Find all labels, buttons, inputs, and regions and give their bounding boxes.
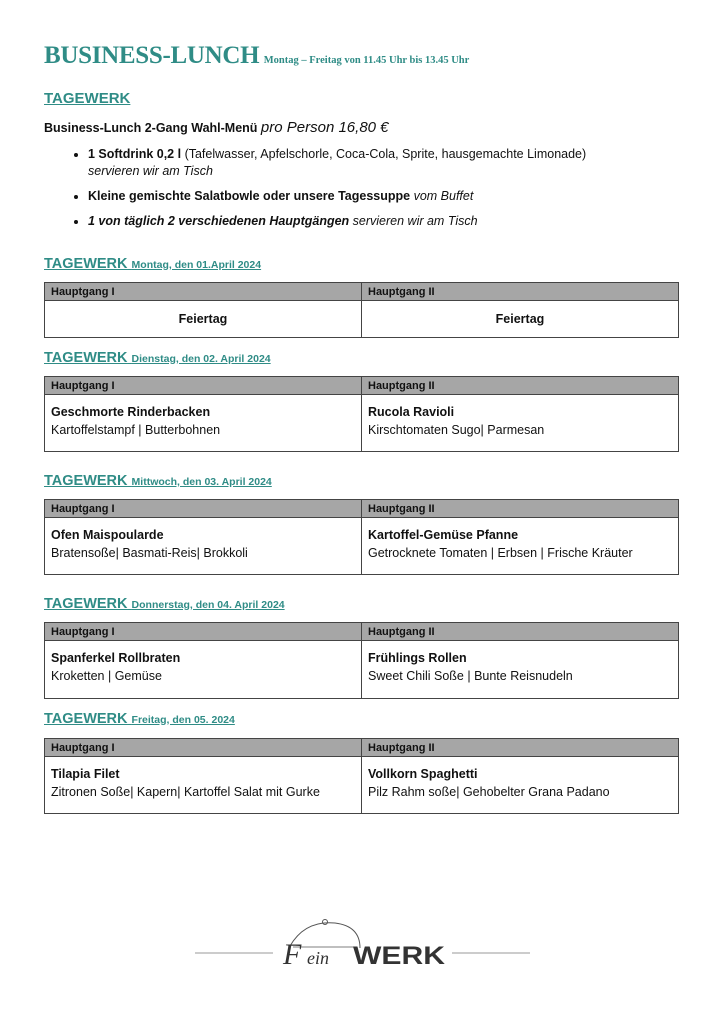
dish-cell (362, 641, 679, 699)
bullet-item (88, 146, 688, 180)
col-header: Hauptgang II (362, 623, 679, 641)
bullet-italic: servieren wir am Tisch (88, 164, 213, 178)
dish-sides: Bratensoße| Basmati-Reis| Brokkoli (51, 546, 248, 560)
dish-sides: Getrocknete Tomaten | Erbsen | Frische Kräuter (368, 546, 633, 560)
bullet-bold: 1 Softdrink 0,2 l (88, 147, 182, 161)
menu-table (44, 499, 679, 575)
opening-hours: Montag – Freitag von 11.45 Uhr bis 13.45 Uhr (263, 55, 470, 66)
col-header: Hauptgang I (45, 500, 362, 518)
col-header: Hauptgang II (362, 739, 679, 757)
col-header: Hauptgang I (45, 739, 362, 757)
title-text: BUSINESS-LUNCH (44, 42, 260, 69)
dish-cell (362, 518, 679, 575)
day-date: Dienstag, den 02. April 2024 (131, 353, 271, 365)
table-header-row (45, 500, 679, 518)
table-header-row (45, 623, 679, 641)
table-row (45, 301, 679, 338)
bullet-italic: vom Buffet (410, 189, 474, 203)
bullet-item (88, 213, 688, 230)
bullet-italic: servieren wir am Tisch (349, 214, 478, 228)
dish-cell (45, 641, 362, 699)
bullet-bold: 1 von täglich 2 verschiedenen Hauptgängen (88, 214, 350, 228)
dish-name: Rucola Ravioli (368, 405, 455, 419)
svg-text:ein: ein (307, 948, 329, 968)
day-heading (44, 711, 235, 727)
day-date: Montag, den 01.April 2024 (131, 259, 262, 271)
bullet-text: (Tafelwasser, Apfelschorle, Coca-Cola, Sprite, hausgemachte Limonade) (181, 147, 587, 161)
col-header: Hauptgang II (362, 377, 679, 395)
table-row (45, 757, 679, 814)
svg-text:F: F (283, 938, 302, 968)
dish-cell (45, 301, 362, 338)
col-header: Hauptgang I (45, 377, 362, 395)
table-header-row (45, 283, 679, 301)
table-row (45, 395, 679, 452)
dish-cell (362, 757, 679, 814)
dish-sides: Pilz Rahm soße| Gehobelter Grana Padano (368, 785, 610, 799)
col-header: Hauptgang I (45, 283, 362, 301)
table-header-row (45, 377, 679, 395)
dish-cell (45, 518, 362, 575)
bullet-bold: Kleine gemischte Salatbowle oder unsere Tagessuppe (88, 189, 411, 203)
dish-name: Vollkorn Spaghetti (368, 767, 478, 781)
dish-sides: Kartoffelstampf | Butterbohnen (51, 423, 221, 437)
day-label: TAGEWERK (44, 711, 128, 727)
dish-name: Kartoffel-Gemüse Pfanne (368, 528, 519, 542)
dish-name: Feiertag (495, 312, 545, 326)
dish-cell (45, 395, 362, 452)
day-heading (44, 596, 285, 612)
dish-sides: Zitronen Soße| Kapern| Kartoffel Salat mit Gurke (51, 785, 320, 799)
day-label: TAGEWERK (44, 473, 128, 489)
menu-table (44, 282, 679, 338)
day-heading (44, 473, 272, 489)
feinwerk-logo (195, 918, 530, 968)
col-header: Hauptgang I (45, 623, 362, 641)
dish-name: Frühlings Rollen (368, 651, 467, 665)
col-header: Hauptgang II (362, 500, 679, 518)
day-date: Donnerstag, den 04. April 2024 (131, 599, 285, 611)
offer-bullets (44, 146, 688, 238)
dish-cell (362, 395, 679, 452)
offer-price: pro Person 16,80 € (260, 119, 389, 136)
day-heading (44, 256, 261, 272)
section-title: TAGEWERK (44, 90, 131, 107)
dish-cell (45, 757, 362, 814)
dish-sides: Sweet Chili Soße | Bunte Reisnudeln (368, 669, 573, 683)
svg-text:WERK: WERK (353, 942, 445, 968)
dish-sides: Kroketten | Gemüse (51, 669, 162, 683)
day-date: Freitag, den 05. 2024 (131, 714, 235, 726)
day-label: TAGEWERK (44, 256, 128, 272)
dish-name: Spanferkel Rollbraten (51, 651, 181, 665)
table-row (45, 518, 679, 575)
dish-sides: Kirschtomaten Sugo| Parmesan (368, 423, 545, 437)
day-label: TAGEWERK (44, 596, 128, 612)
day-label: TAGEWERK (44, 350, 128, 366)
page-title (44, 42, 469, 70)
dish-name: Geschmorte Rinderbacken (51, 405, 211, 419)
dish-name: Feiertag (178, 312, 228, 326)
bullet-item (88, 188, 688, 205)
menu-table (44, 738, 679, 814)
offer-label: Business-Lunch 2-Gang Wahl-Menü (44, 121, 258, 135)
dish-name: Tilapia Filet (51, 767, 120, 781)
menu-table (44, 622, 679, 699)
table-header-row (45, 739, 679, 757)
dish-cell (362, 301, 679, 338)
col-header: Hauptgang II (362, 283, 679, 301)
day-date: Mittwoch, den 03. April 2024 (131, 476, 272, 488)
dish-name: Ofen Maispoularde (51, 528, 164, 542)
menu-table (44, 376, 679, 452)
table-row (45, 641, 679, 699)
offer-line (44, 119, 389, 136)
day-heading (44, 350, 271, 366)
